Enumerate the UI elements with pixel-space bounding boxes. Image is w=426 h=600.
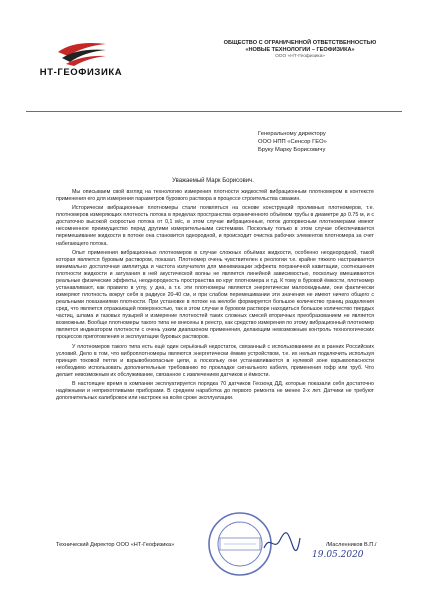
letter-body bbox=[56, 189, 374, 404]
paragraph: Опыт применения вибрационных плотномеров в случае сложных объёмах жидкости, особенно неоднородной, такой которая является буровым раствором, показал. Плотномер очень чувствителен к реологии т.е. крайне тяжело настраивается минимально достаточная амплитуда и частота излучателя для минимизации эффекта пограничной кавитации, соотношения плотности жидкости и затухания в ней акустической волны не является линейной зависимостью, поскольку вмешиваются реальные физические эффекты, неоднородность пространства во круг плотномера и т.д. К тому в буровой ёмкости, плотномер устанавливают, как правило в углу, у дна, а т.к. эти плотномеры являются энергетически малоохидными, они фактически измеряют плотность вокруг себя в радиусе 20-40 см, и при слабом перемешивании эти значения не имеют ничего общего с реальными показаниями плотности. При установке в потоке на желобе формируется большое количество границ разделения сред, что является отражающей поверхностью, так в этом случае в буровом растворе находиться большое количество твердых частиц, шлама и газовых пузырей и измерение плотностей таких сложных смесей вторичных преобразованием не является возможным. Вообще плотномеры такого типа не внесены в реестр, как средство измерения по этому вибрационный плотномер является индикатором плотности с очень узким диапазоном применения, делающим невозможным контроль технологических процессов приготовления и эксплуатации буровых растворов. bbox=[56, 249, 374, 341]
company-header bbox=[210, 40, 390, 60]
paragraph: Исторически вибрационные плотномеры стали появляться на основе конструкций проливных плотномеров, т.е. плотномеров измеряющих плотность потока в пределах пространства ограниченного объёмом трубы в диаметре до 0.75 м, и с достаточно высокой скоростью потока от 0,1 м/с, в этом случае вибрационные, поток допорвесным плотномерами имеют несомненное преимущество перед другими измерительными системами. Поскольку только в этом случае обеспечивается перемешивание жидкости в потоке она становится однородной, и происходит очистка рабочих элементов плотномера за счет набегающего потока. bbox=[56, 205, 374, 247]
signatory-title: Технический Директор ООО «НТ-Геофизика» bbox=[56, 542, 175, 548]
company-logo bbox=[26, 40, 136, 82]
company-name-line1: ОБЩЕСТВО С ОГРАНИЧЕННОЙ ОТВЕТСТВЕННОСТЬЮ bbox=[223, 40, 377, 46]
logo-text: НТ-ГЕОФИЗИКА bbox=[39, 67, 123, 78]
signatory-name: /Масленников В.П./ bbox=[326, 542, 377, 548]
signature-date: 19.05.2020 bbox=[312, 550, 364, 560]
company-short-name: ООО «НТ-Геофизика» bbox=[275, 54, 325, 59]
logo-mark-icon bbox=[54, 40, 110, 66]
paragraph: В настоящее время в компании эксплуатируется порядка 70 датчиков Геозонд ДД, которые показали себя достаточно надёжными и неприхотливыми приборами. В среднем наработка до первого ремонта не менее 2-х лет. Датчики не требуют дополнительных калибровок или настроек на всём сроке эксплуатации. bbox=[56, 380, 374, 402]
addressee-name: Бруку Марку Борисовичу bbox=[258, 147, 326, 154]
company-name-line2: «НОВЫЕ ТЕХНОЛОГИИ – ГЕОФИЗИКА» bbox=[245, 47, 355, 53]
addressee-company: ООО НПП «Сенсор ГЕО» bbox=[258, 139, 327, 146]
paragraph: У плотномеров такого типа есть ещё один серьёзный недостаток, связанный с использованием их в ранних Российских условий. Дело в том, что виброплотномеры являются энергетически ёмким устройством, т.е. их нельзя подключить используя принцип токовой петли и взрывобезопасные цепи, а поскольку они устанавливаются в нулевой зоне взрывоопасности необходимо использовать дополнительные требованию по прокладке сигнального кабеля, применения гофр или труб. Что делает невозможным их обслуживание, связанное с извлечением датчиков и ёмкости. bbox=[56, 343, 374, 378]
addressee-position: Генеральному директору bbox=[258, 131, 326, 137]
paragraph: Мы описываем свой взгляд на технологию измерения плотности жидкостей вибрационным плотномером в контексте применения его для измерения параметров бурового раствора в процессе строительства скважин. bbox=[56, 189, 374, 203]
header-divider bbox=[26, 111, 402, 112]
signature-icon bbox=[262, 530, 302, 554]
addressee-block bbox=[258, 130, 408, 155]
salutation: Уважаемый Марк Борисович. bbox=[172, 178, 254, 184]
